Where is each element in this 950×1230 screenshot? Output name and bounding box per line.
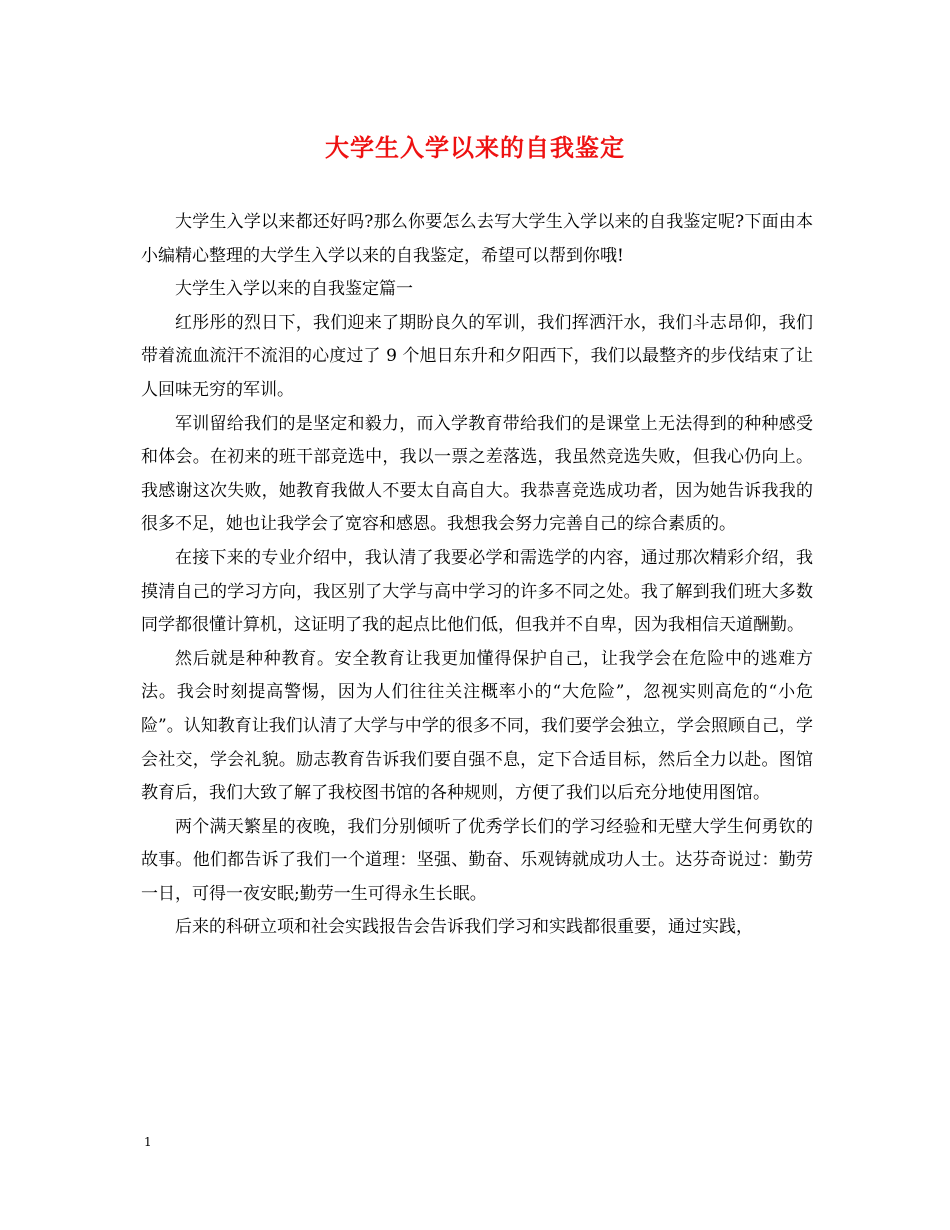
paragraph-education: 然后就是种种教育。安全教育让我更加懂得保护自己，让我学会在危险中的逃难方法。我会时刻提高警惕，因为人们往往关注概率小的“大危险”，忽视实则高危的“小危险”。认知教育让我们认清了大学与中学的很多不同，我们要学会独立，学会照顾自己，学会社交，学会礼貌。励志教育告诉我们要自强不息，定下合适目标，然后全力以赴。图馆教育后，我们大致了解了我校图书馆的各种规则，方便了我们以后充分地使用图馆。 xyxy=(141,648,813,804)
paragraph-military-training: 红彤彤的烈日下，我们迎来了期盼良久的军训，我们挥洒汗水，我们斗志昂仰，我们带着流血流汗不流泪的心度过了 9 个旭日东升和夕阳西下，我们以最整齐的步伐结束了让人回味无穷的军训。 xyxy=(141,312,813,400)
paragraph-major-intro: 在接下来的专业介绍中，我认清了我要必学和需选学的内容，通过那次精彩介绍，我摸清自己的学习方向，我区别了大学与高中学习的许多不同之处。我了解到我们班大多数同学都很懂计算机，这证明了我的起点比他们低，但我并不自卑，因为我相信天道酬勤。 xyxy=(141,547,813,636)
paragraph-intro: 大学生入学以来都还好吗?那么你要怎么去写大学生入学以来的自我鉴定呢?下面由本小编精心整理的大学生入学以来的自我鉴定，希望可以帮到你哦! xyxy=(141,212,813,266)
paragraph-section-heading: 大学生入学以来的自我鉴定篇一 xyxy=(175,279,413,300)
paragraph-research-practice: 后来的科研立项和社会实践报告会告诉我们学习和实践都很重要，通过实践， xyxy=(175,917,753,938)
page-number: 1 xyxy=(144,1135,152,1149)
document-title: 大学生入学以来的自我鉴定 xyxy=(325,133,625,162)
paragraph-starry-nights: 两个满天繁星的夜晚，我们分别倾听了优秀学长们的学习经验和无壁大学生何勇钦的故事。他们都告诉了我们一个道理：坚强、勤奋、乐观铸就成功人士。达芬奇说过：勤劳一日，可得一夜安眠;勤劳一生可得永生长眠。 xyxy=(141,816,813,904)
document-body xyxy=(141,206,813,945)
paragraph-election: 军训留给我们的是坚定和毅力，而入学教育带给我们的是课堂上无法得到的种种感受和体会。在初来的班干部竞选中，我以一票之差落选，我虽然竞选失败，但我心仍向上。我感谢这次失败，她教育我做人不要太自高自大。我恭喜竞选成功者，因为她告诉我我的很多不足，她也让我学会了宽容和感恩。我想我会努力完善自己的综合素质的。 xyxy=(141,413,813,535)
